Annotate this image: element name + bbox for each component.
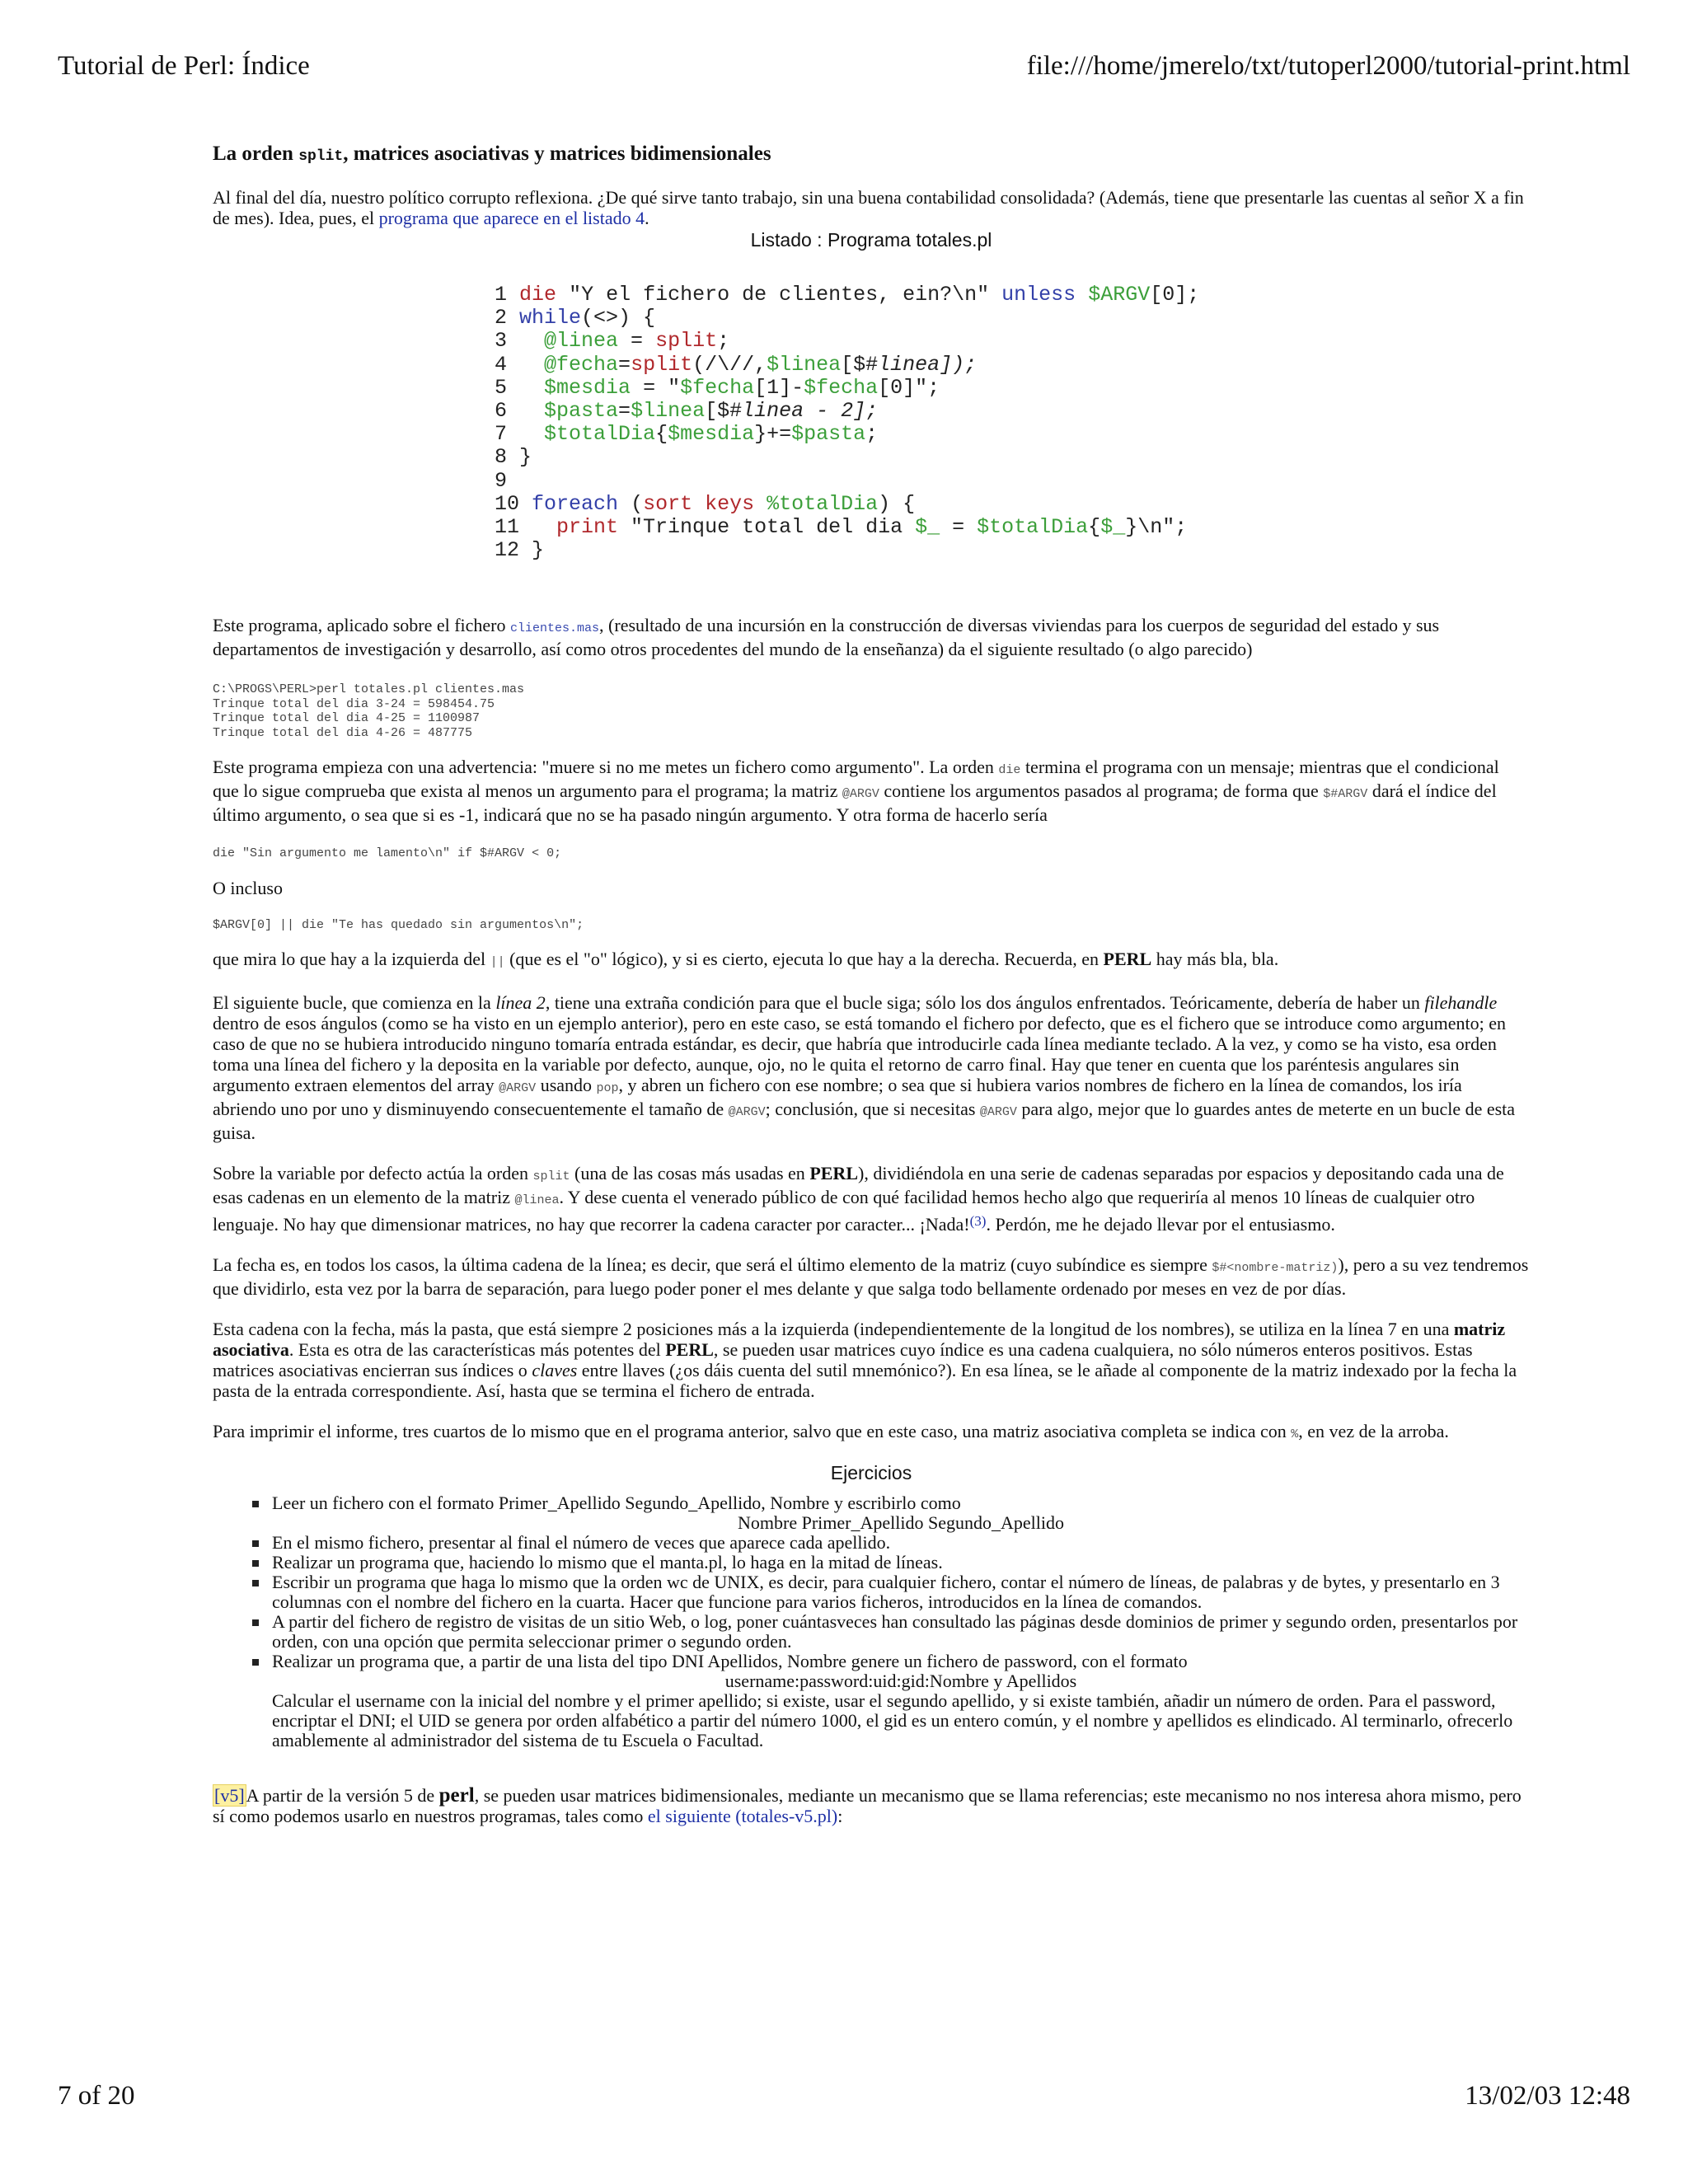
code-line: 4 @fecha=split(/\//,$linea[$#linea]); [495, 352, 978, 377]
code-line: 1 die "Y el fichero de clientes, ein?\n" unless $ARGV[0]; [495, 283, 1200, 307]
code-line: 7 $totalDia{$mesdia}+=$pasta; [495, 422, 879, 447]
loop-paragraph: El siguiente bucle, que comienza en la línea 2, tiene una extraña condición para que el bucle siga; sólo los dos ángulos enfrentados. Teóricamente, debería de haber un filehandle dentro de esos ángulos (como se ha visto en un ejemplo anterior), pero en este caso, se está tomando el fichero por defecto, que es el fichero que se introduce como argumento; en caso de que no se hubiera introducido ninguno tomaría entrada estándar, es decir, que habría que introducirle cada línea mediante teclado. A la vez, y como se ha visto, esa orden toma una línea del fichero y la deposita en la variable por defecto, aunque, ojo, no le quita el retorno de carro final. Hay que tener en cuenta que los paréntesis angulares sin argumento extraen elementos del array @ARGV usando pop, y abren un fichero con ese nombre; o sea que si hubiera varios nombres de fichero en la línea de comandos, los iría abriendo uno por uno y disminuyendo consecuentemente el tamaño de @ARGV; conclusión, que si necesitas @ARGV para algo, mejor que lo guardes antes de meterte en un bucle de esta guisa. [213, 992, 1516, 1144]
code-alt-2: $ARGV[0] || die "Te has quedado sin argumentos\n"; [213, 917, 584, 932]
warning-paragraph: Este programa empieza con una advertencia: "muere si no me metes un fichero como argumento". La orden die termina el programa con un mensaje; mientras que el condicional que lo sigue comprueba que exista al menos un argumento para el programa; la matriz @ARGV contiene los argumentos pasados al programa; de forma que $#ARGV dará el índice del último argumento, o sea que si es -1, indicará que no se ha pasado ningún argumento. Y otra forma de hacerlo sería [213, 757, 1499, 826]
code-line: 10 foreach (sort keys %totalDia) { [495, 491, 916, 516]
exercise-item: A partir del fichero de registro de visitas de un sitio Web, o log, poner cuántasveces han consultado las páginas desde dominios de primer y segundo orden, presentarlos por orden, con una opción que permita seleccionar primer o segundo orden. [272, 1612, 1530, 1652]
code-line: 9 [495, 468, 508, 493]
code-listing [495, 284, 1530, 562]
v5-paragraph: [v5]A partir de la versión 5 de perl, se pueden usar matrices bidimensionales, mediante un mecanismo que se llama referencias; este mecanismo no nos interesa ahora mismo, pero sí como podemos usarlo en nuestros programas, tales como el siguiente (totales-v5.pl): [213, 1784, 1522, 1827]
exercise-item: Realizar un programa que, haciendo lo mismo que el manta.pl, lo haga en la mitad de líneas. [272, 1553, 1530, 1572]
exercises-title: Ejercicios [830, 1462, 912, 1484]
intro-paragraph: Al final del día, nuestro político corrupto reflexiona. ¿De qué sirve tanto trabajo, sin una buena contabilidad consolidada? (Además, tiene que presentarle las cuentas al señor X a fin de mes). Idea, pues, el programa que aparece en el listado 4. [213, 187, 1524, 228]
code-line: 5 $mesdia = "$fecha[1]-$fecha[0]"; [495, 375, 940, 400]
section-title: La orden split, matrices asociativas y matrices bidimensionales [213, 143, 771, 165]
code-line: 11 print "Trinque total del dia $_ = $totalDia{$_}\n"; [495, 515, 1188, 540]
listing-link[interactable]: programa que aparece en el listado 4 [378, 208, 645, 228]
fecha-paragraph: La fecha es, en todos los casos, la última cadena de la línea; es decir, que será el último elemento de la matriz (cuyo subíndice es siempre $#<nombre-matriz)), pero a su vez tendremos que dividirlo, esta vez por la barra de separación, para luego poder poner el mes delante y que salga todo bellamente ordenado por meses en vez de por días. [213, 1254, 1529, 1300]
code-line: 6 $pasta=$linea[$#linea - 2]; [495, 399, 879, 424]
print-header-title: Tutorial de Perl: Índice [58, 51, 310, 81]
exercise-item: Escribir un programa que haga lo mismo que la orden wc de UNIX, es decir, para cualquier fichero, contar el número de líneas, de palabras y de bytes, y presentarlo en 3 columnas con el nombre del fichero en la cuarta. Hacer que funcione para varios ficheros, introducidos en la línea de comandos. [272, 1572, 1530, 1612]
code-line: 8 } [495, 445, 532, 470]
exercises-list [213, 1493, 1530, 1750]
exercise-item: Leer un fichero con el formato Primer_Apellido Segundo_Apellido, Nombre y escribirlo como Nombre Primer_Apellido Segundo_Apellido [272, 1493, 1530, 1533]
exercise-item: En el mismo fichero, presentar al final el número de veces que aparece cada apellido. [272, 1533, 1530, 1553]
page-count: 7 of 20 [58, 2081, 135, 2111]
or-paragraph: que mira lo que hay a la izquierda del || (que es el "o" lógico), y si es cierto, ejecuta lo que hay a la derecha. Recuerda, en PERL hay más bla, bla. [213, 949, 1279, 970]
program-output: C:\PROGS\PERL>perl totales.pl clientes.mas Trinque total del dia 3-24 = 598454.75 Trinque total del dia 4-25 = 1100987 Trinque total del dia 4-26 = 487775 [213, 682, 525, 740]
incluso-paragraph: O incluso [213, 877, 283, 898]
v5-tag: [v5] [214, 1785, 245, 1807]
code-line: 3 @linea = split; [495, 329, 730, 354]
print-header-url: file:///home/jmerelo/txt/tutoperl2000/tutorial-print.html [1026, 51, 1630, 81]
assoc-paragraph: Esta cadena con la fecha, más la pasta, que está siempre 2 posiciones más a la izquierda (independientemente de la longitud de los nombres), se utiliza en la línea 7 en una matriz asociativa. Esta es otra de las características más potentes del PERL, se pueden usar matrices cuyo índice es una cadena cualquiera, no sólo números enteros positivos. Estas matrices asociativas encierran sus índices o claves entre llaves (¿os dáis cuenta del sutil mnemónico?). En esa línea, se le añade al componente de la matriz indexado por la fecha la pasta de la entrada correspondiente. Así, hasta que se termina el fichero de entrada. [213, 1319, 1517, 1402]
split-paragraph: Sobre la variable por defecto actúa la orden split (una de las cosas más usadas en PERL), dividiéndola en una serie de cadenas separadas por espacios y depositando cada una de esas cadenas en un elemento de la matriz @linea. Y dese cuenta el venerado público de con qué facilidad hemos hecho algo que requeriría al menos 10 líneas de cualquier otro lenguaje. No hay que dimensionar matrices, no hay que recorrer la cadena caracter por caracter... ¡Nada!$^{(3)}$. Perdón, me he dejado llevar por el entusiasmo. [213, 1163, 1504, 1235]
code-alt-1: die "Sin argumento me lamento\n" if $#ARGV < 0; [213, 846, 562, 861]
footnote-link[interactable]: (3) [969, 1213, 987, 1230]
page-content [213, 142, 1530, 1826]
code-line: 12 } [495, 538, 545, 563]
print-paragraph: Para imprimir el informe, tres cuartos de lo mismo que en el programa anterior, salvo que en este caso, una matriz asociativa completa se indica con %, en vez de la arroba. [213, 1421, 1449, 1442]
exercise-item: Realizar un programa que, a partir de una lista del tipo DNI Apellidos, Nombre genere un fichero de password, con el formato username:password:uid:gid:Nombre y Apellidos Calcular el username con la inicial del nombre y el primer apellido; si existe, usar el segundo apellido, y si existe también, añadir un número de orden. Para el password, encriptar el DNI; el UID se genera por orden alfabético a partir del número 1000, el gid es un entero común, y el nombre y apellidos es elindicado. Al terminarlo, ofrecerlo amablemente al administrador del sistema de tu Escuela o Facultad. [272, 1652, 1530, 1750]
program-paragraph: Este programa, aplicado sobre el fichero clientes.mas, (resultado de una incursión en la construcción de diversas viviendas para los cuerpos de seguridad del estado y sus departamentos de investigación y desarrollo, así como otros procedentes del mundo de la enseñanza) da el siguiente resultado (o algo parecido) [213, 615, 1440, 660]
totales-v5-link[interactable]: el siguiente (totales-v5.pl) [647, 1806, 838, 1827]
print-datetime: 13/02/03 12:48 [1465, 2081, 1630, 2111]
listing-caption: Listado : Programa totales.pl [750, 229, 992, 251]
code-line: 2 while(<>) { [495, 306, 656, 330]
